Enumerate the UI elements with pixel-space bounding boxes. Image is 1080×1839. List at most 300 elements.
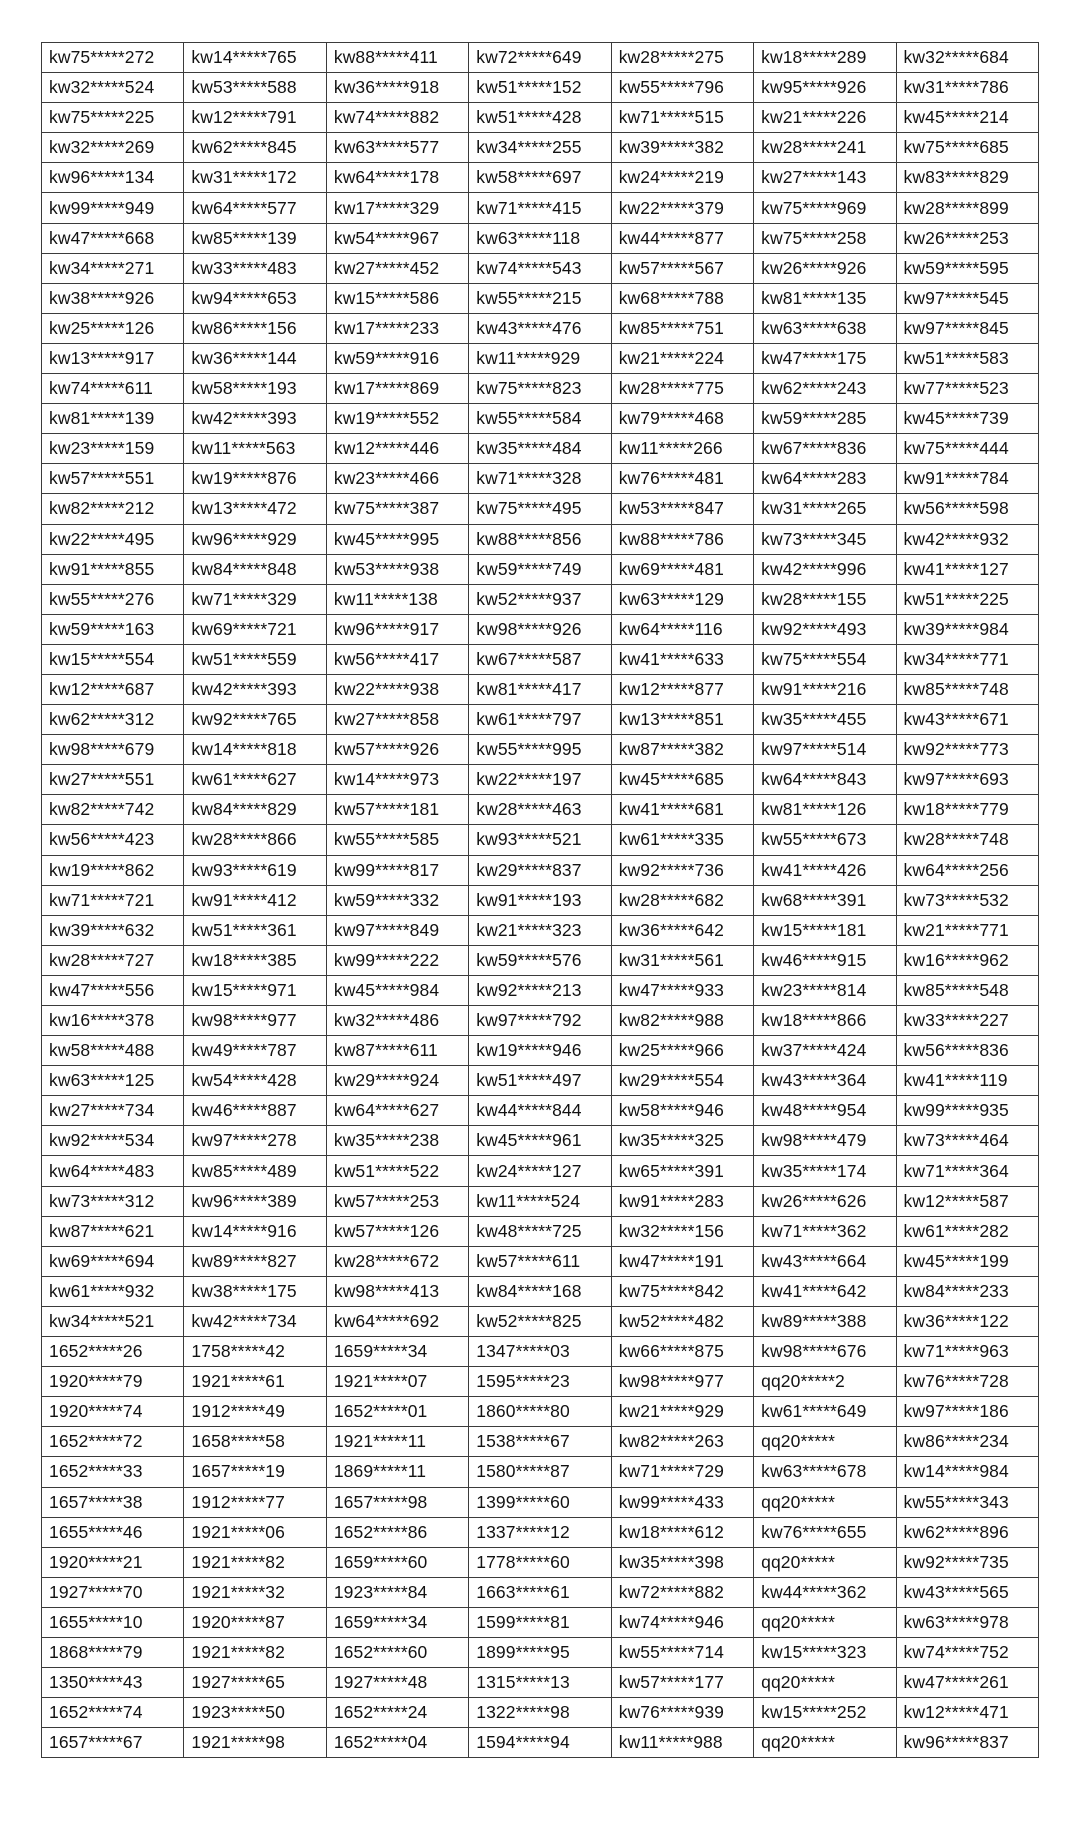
table-cell: 1652*****86 xyxy=(326,1517,468,1547)
table-cell: kw51*****225 xyxy=(896,584,1038,614)
table-cell: kw85*****139 xyxy=(184,223,326,253)
table-cell: kw69*****481 xyxy=(611,554,753,584)
table-cell: kw91*****412 xyxy=(184,885,326,915)
table-cell: kw47*****191 xyxy=(611,1246,753,1276)
table-cell: kw12*****446 xyxy=(326,434,468,464)
table-row xyxy=(42,855,1039,885)
table-cell: kw75*****969 xyxy=(754,193,896,223)
table-cell: kw97*****545 xyxy=(896,283,1038,313)
table-cell: 1655*****46 xyxy=(42,1517,184,1547)
table-cell: kw45*****214 xyxy=(896,103,1038,133)
table-cell: kw36*****918 xyxy=(326,73,468,103)
table-cell: kw35*****455 xyxy=(754,705,896,735)
table-cell: kw73*****345 xyxy=(754,524,896,554)
table-row xyxy=(42,1427,1039,1457)
table-row xyxy=(42,1036,1039,1066)
table-cell: kw13*****917 xyxy=(42,343,184,373)
table-cell: kw84*****829 xyxy=(184,795,326,825)
table-cell: kw54*****428 xyxy=(184,1066,326,1096)
table-cell: kw17*****233 xyxy=(326,313,468,343)
table-cell: qq20***** xyxy=(754,1607,896,1637)
table-cell: kw23*****814 xyxy=(754,975,896,1005)
table-cell: 1659*****34 xyxy=(326,1607,468,1637)
table-cell: kw57*****181 xyxy=(326,795,468,825)
table-cell: kw21*****929 xyxy=(611,1397,753,1427)
table-cell: kw27*****551 xyxy=(42,765,184,795)
table-cell: kw49*****787 xyxy=(184,1036,326,1066)
table-cell: kw41*****426 xyxy=(754,855,896,885)
table-cell: kw18*****289 xyxy=(754,43,896,73)
table-cell: 1860*****80 xyxy=(469,1397,611,1427)
table-cell: kw34*****771 xyxy=(896,644,1038,674)
table-cell: kw36*****144 xyxy=(184,343,326,373)
table-cell: kw88*****411 xyxy=(326,43,468,73)
table-cell: kw55*****714 xyxy=(611,1637,753,1667)
table-cell: kw24*****127 xyxy=(469,1156,611,1186)
table-cell: kw14*****973 xyxy=(326,765,468,795)
table-cell: kw91*****283 xyxy=(611,1186,753,1216)
table-cell: kw43*****364 xyxy=(754,1066,896,1096)
table-cell: kw89*****388 xyxy=(754,1306,896,1336)
table-cell: kw37*****424 xyxy=(754,1036,896,1066)
table-cell: kw54*****967 xyxy=(326,223,468,253)
table-cell: kw84*****168 xyxy=(469,1276,611,1306)
table-cell: kw96*****837 xyxy=(896,1728,1038,1758)
table-cell: kw72*****882 xyxy=(611,1577,753,1607)
table-cell: kw75*****842 xyxy=(611,1276,753,1306)
table-cell: kw12*****791 xyxy=(184,103,326,133)
table-cell: kw46*****887 xyxy=(184,1096,326,1126)
table-cell: kw57*****567 xyxy=(611,253,753,283)
table-row xyxy=(42,1397,1039,1427)
table-cell: kw96*****917 xyxy=(326,614,468,644)
table-row xyxy=(42,434,1039,464)
table-cell: kw45*****995 xyxy=(326,524,468,554)
table-cell: kw39*****632 xyxy=(42,915,184,945)
table-cell: kw47*****668 xyxy=(42,223,184,253)
table-row xyxy=(42,825,1039,855)
table-cell: kw71*****729 xyxy=(611,1457,753,1487)
table-cell: kw53*****847 xyxy=(611,494,753,524)
table-row xyxy=(42,404,1039,434)
table-cell: kw61*****932 xyxy=(42,1276,184,1306)
table-cell: kw14*****765 xyxy=(184,43,326,73)
table-cell: kw81*****126 xyxy=(754,795,896,825)
table-row xyxy=(42,915,1039,945)
table-cell: kw26*****253 xyxy=(896,223,1038,253)
table-cell: kw68*****391 xyxy=(754,885,896,915)
table-cell: kw27*****452 xyxy=(326,253,468,283)
table-row xyxy=(42,975,1039,1005)
table-cell: 1927*****65 xyxy=(184,1668,326,1698)
table-cell: kw63*****678 xyxy=(754,1457,896,1487)
table-cell: kw28*****275 xyxy=(611,43,753,73)
table-cell: kw13*****851 xyxy=(611,705,753,735)
table-cell: kw12*****687 xyxy=(42,674,184,704)
table-cell: kw22*****495 xyxy=(42,524,184,554)
table-cell: kw19*****876 xyxy=(184,464,326,494)
table-row xyxy=(42,1156,1039,1186)
table-cell: kw22*****938 xyxy=(326,674,468,704)
table-cell: 1921*****98 xyxy=(184,1728,326,1758)
table-row xyxy=(42,885,1039,915)
table-cell: kw84*****848 xyxy=(184,554,326,584)
table-cell: 1927*****70 xyxy=(42,1577,184,1607)
table-cell: kw21*****771 xyxy=(896,915,1038,945)
table-cell: kw92*****735 xyxy=(896,1547,1038,1577)
table-cell: kw56*****836 xyxy=(896,1036,1038,1066)
table-cell: kw15*****181 xyxy=(754,915,896,945)
table-cell: kw67*****587 xyxy=(469,644,611,674)
table-cell: kw61*****627 xyxy=(184,765,326,795)
table-cell: kw64*****178 xyxy=(326,163,468,193)
table-cell: kw98*****679 xyxy=(42,735,184,765)
table-cell: kw51*****522 xyxy=(326,1156,468,1186)
table-cell: kw52*****482 xyxy=(611,1306,753,1336)
table-cell: kw32*****156 xyxy=(611,1216,753,1246)
table-cell: kw63*****638 xyxy=(754,313,896,343)
table-cell: kw85*****489 xyxy=(184,1156,326,1186)
table-row xyxy=(42,524,1039,554)
table-cell: kw28*****155 xyxy=(754,584,896,614)
table-cell: kw97*****792 xyxy=(469,1006,611,1036)
table-row xyxy=(42,1246,1039,1276)
table-cell: kw42*****393 xyxy=(184,674,326,704)
table-cell: kw65*****391 xyxy=(611,1156,753,1186)
table-row xyxy=(42,1367,1039,1397)
table-cell: kw28*****682 xyxy=(611,885,753,915)
table-cell: kw45*****984 xyxy=(326,975,468,1005)
table-cell: 1920*****79 xyxy=(42,1367,184,1397)
table-cell: kw41*****642 xyxy=(754,1276,896,1306)
table-cell: kw16*****378 xyxy=(42,1006,184,1036)
table-cell: kw69*****721 xyxy=(184,614,326,644)
table-cell: kw74*****882 xyxy=(326,103,468,133)
table-cell: kw59*****576 xyxy=(469,945,611,975)
table-cell: kw96*****929 xyxy=(184,524,326,554)
table-cell: kw31*****561 xyxy=(611,945,753,975)
table-row xyxy=(42,283,1039,313)
table-cell: kw99*****222 xyxy=(326,945,468,975)
table-cell: kw64*****843 xyxy=(754,765,896,795)
table-cell: kw51*****361 xyxy=(184,915,326,945)
table-cell: kw93*****521 xyxy=(469,825,611,855)
table-cell: 1652*****33 xyxy=(42,1457,184,1487)
table-cell: kw46*****915 xyxy=(754,945,896,975)
table-cell: kw76*****655 xyxy=(754,1517,896,1547)
table-cell: kw96*****389 xyxy=(184,1186,326,1216)
table-cell: kw95*****926 xyxy=(754,73,896,103)
table-cell: kw31*****172 xyxy=(184,163,326,193)
table-cell: qq20***** xyxy=(754,1547,896,1577)
table-row xyxy=(42,1276,1039,1306)
table-cell: kw53*****588 xyxy=(184,73,326,103)
table-cell: kw15*****252 xyxy=(754,1698,896,1728)
table-cell: 1599*****81 xyxy=(469,1607,611,1637)
table-cell: kw74*****543 xyxy=(469,253,611,283)
table-cell: kw64*****577 xyxy=(184,193,326,223)
table-cell: kw14*****984 xyxy=(896,1457,1038,1487)
table-row xyxy=(42,1126,1039,1156)
table-cell: 1920*****74 xyxy=(42,1397,184,1427)
table-cell: kw44*****877 xyxy=(611,223,753,253)
table-cell: qq20***** xyxy=(754,1427,896,1457)
table-cell: kw36*****642 xyxy=(611,915,753,945)
table-cell: kw18*****866 xyxy=(754,1006,896,1036)
table-cell: kw57*****253 xyxy=(326,1186,468,1216)
table-cell: kw58*****946 xyxy=(611,1096,753,1126)
table-cell: kw39*****382 xyxy=(611,133,753,163)
table-cell: kw42*****393 xyxy=(184,404,326,434)
table-row xyxy=(42,1728,1039,1758)
table-cell: kw52*****825 xyxy=(469,1306,611,1336)
table-cell: kw55*****673 xyxy=(754,825,896,855)
table-cell: kw24*****219 xyxy=(611,163,753,193)
table-cell: 1921*****06 xyxy=(184,1517,326,1547)
table-cell: kw41*****681 xyxy=(611,795,753,825)
table-cell: kw51*****497 xyxy=(469,1066,611,1096)
table-cell: kw91*****784 xyxy=(896,464,1038,494)
table-cell: kw63*****129 xyxy=(611,584,753,614)
table-cell: 1652*****04 xyxy=(326,1728,468,1758)
table-cell: kw83*****829 xyxy=(896,163,1038,193)
table-cell: kw11*****138 xyxy=(326,584,468,614)
table-cell: 1594*****94 xyxy=(469,1728,611,1758)
table-cell: kw75*****258 xyxy=(754,223,896,253)
table-cell: kw28*****775 xyxy=(611,374,753,404)
table-cell: kw97*****845 xyxy=(896,313,1038,343)
table-row xyxy=(42,554,1039,584)
table-cell: kw55*****585 xyxy=(326,825,468,855)
table-cell: kw71*****364 xyxy=(896,1156,1038,1186)
table-cell: kw71*****721 xyxy=(42,885,184,915)
table-cell: kw43*****476 xyxy=(469,313,611,343)
table-cell: kw92*****773 xyxy=(896,735,1038,765)
table-row xyxy=(42,1186,1039,1216)
table-cell: kw18*****612 xyxy=(611,1517,753,1547)
table-cell: kw62*****312 xyxy=(42,705,184,735)
table-row xyxy=(42,1006,1039,1036)
table-row xyxy=(42,103,1039,133)
table-cell: kw61*****649 xyxy=(754,1397,896,1427)
table-cell: kw99*****949 xyxy=(42,193,184,223)
table-cell: kw28*****241 xyxy=(754,133,896,163)
table-cell: kw14*****916 xyxy=(184,1216,326,1246)
table-row xyxy=(42,223,1039,253)
table-cell: kw74*****946 xyxy=(611,1607,753,1637)
table-cell: kw98*****676 xyxy=(754,1337,896,1367)
table-cell: kw42*****734 xyxy=(184,1306,326,1336)
table-cell: 1652*****74 xyxy=(42,1698,184,1728)
table-cell: kw63*****118 xyxy=(469,223,611,253)
table-row xyxy=(42,1096,1039,1126)
table-cell: kw25*****126 xyxy=(42,313,184,343)
table-cell: kw93*****619 xyxy=(184,855,326,885)
table-cell: kw71*****328 xyxy=(469,464,611,494)
table-cell: 1659*****34 xyxy=(326,1337,468,1367)
table-cell: kw58*****697 xyxy=(469,163,611,193)
table-cell: kw41*****127 xyxy=(896,554,1038,584)
table-cell: kw82*****988 xyxy=(611,1006,753,1036)
table-row xyxy=(42,795,1039,825)
table-cell: 1347*****03 xyxy=(469,1337,611,1367)
table-row xyxy=(42,43,1039,73)
table-cell: kw32*****684 xyxy=(896,43,1038,73)
table-row xyxy=(42,253,1039,283)
table-cell: kw75*****387 xyxy=(326,494,468,524)
table-cell: kw73*****532 xyxy=(896,885,1038,915)
table-cell: 1652*****24 xyxy=(326,1698,468,1728)
table-cell: kw19*****862 xyxy=(42,855,184,885)
table-cell: 1399*****60 xyxy=(469,1487,611,1517)
table-cell: kw29*****924 xyxy=(326,1066,468,1096)
table-cell: kw91*****855 xyxy=(42,554,184,584)
table-cell: kw64*****256 xyxy=(896,855,1038,885)
table-cell: kw51*****559 xyxy=(184,644,326,674)
table-row xyxy=(42,1216,1039,1246)
table-cell: kw99*****817 xyxy=(326,855,468,885)
table-cell: kw62*****896 xyxy=(896,1517,1038,1547)
table-cell: kw16*****962 xyxy=(896,945,1038,975)
table-cell: kw43*****671 xyxy=(896,705,1038,735)
table-cell: kw63*****978 xyxy=(896,1607,1038,1637)
table-cell: kw87*****611 xyxy=(326,1036,468,1066)
table-cell: kw34*****521 xyxy=(42,1306,184,1336)
table-cell: kw11*****988 xyxy=(611,1728,753,1758)
table-cell: kw51*****152 xyxy=(469,73,611,103)
table-cell: kw75*****444 xyxy=(896,434,1038,464)
table-row xyxy=(42,1637,1039,1667)
table-cell: kw21*****323 xyxy=(469,915,611,945)
table-row xyxy=(42,1577,1039,1607)
table-cell: kw41*****633 xyxy=(611,644,753,674)
table-cell: 1652*****01 xyxy=(326,1397,468,1427)
table-cell: kw55*****276 xyxy=(42,584,184,614)
table-cell: kw76*****728 xyxy=(896,1367,1038,1397)
table-cell: kw18*****779 xyxy=(896,795,1038,825)
table-cell: kw74*****752 xyxy=(896,1637,1038,1667)
table-row xyxy=(42,1066,1039,1096)
table-cell: kw55*****584 xyxy=(469,404,611,434)
table-cell: kw34*****255 xyxy=(469,133,611,163)
table-cell: kw75*****823 xyxy=(469,374,611,404)
table-cell: kw75*****554 xyxy=(754,644,896,674)
table-cell: kw71*****963 xyxy=(896,1337,1038,1367)
table-row xyxy=(42,1698,1039,1728)
table-cell: kw47*****556 xyxy=(42,975,184,1005)
table-cell: kw59*****163 xyxy=(42,614,184,644)
table-cell: 1595*****23 xyxy=(469,1367,611,1397)
table-cell: 1920*****87 xyxy=(184,1607,326,1637)
table-cell: kw57*****126 xyxy=(326,1216,468,1246)
table-cell: kw69*****694 xyxy=(42,1246,184,1276)
table-cell: qq20***** xyxy=(754,1668,896,1698)
table-cell: 1657*****38 xyxy=(42,1487,184,1517)
table-cell: 1758*****42 xyxy=(184,1337,326,1367)
table-row xyxy=(42,644,1039,674)
table-cell: kw64*****116 xyxy=(611,614,753,644)
table-cell: kw82*****212 xyxy=(42,494,184,524)
table-cell: kw38*****175 xyxy=(184,1276,326,1306)
table-cell: 1921*****61 xyxy=(184,1367,326,1397)
table-cell: kw81*****135 xyxy=(754,283,896,313)
table-cell: kw43*****664 xyxy=(754,1246,896,1276)
table-cell: kw68*****788 xyxy=(611,283,753,313)
table-cell: kw99*****935 xyxy=(896,1096,1038,1126)
table-cell: kw75*****685 xyxy=(896,133,1038,163)
table-cell: kw92*****736 xyxy=(611,855,753,885)
table-cell: kw79*****468 xyxy=(611,404,753,434)
table-cell: kw26*****626 xyxy=(754,1186,896,1216)
table-cell: 1322*****98 xyxy=(469,1698,611,1728)
table-cell: kw13*****472 xyxy=(184,494,326,524)
table-row xyxy=(42,374,1039,404)
table-cell: kw56*****598 xyxy=(896,494,1038,524)
table-cell: kw86*****234 xyxy=(896,1427,1038,1457)
table-cell: 1869*****11 xyxy=(326,1457,468,1487)
table-cell: 1652*****72 xyxy=(42,1427,184,1457)
table-cell: kw56*****417 xyxy=(326,644,468,674)
table-cell: kw73*****312 xyxy=(42,1186,184,1216)
table-cell: kw61*****282 xyxy=(896,1216,1038,1246)
table-cell: kw35*****238 xyxy=(326,1126,468,1156)
table-cell: kw17*****869 xyxy=(326,374,468,404)
table-cell: kw92*****213 xyxy=(469,975,611,1005)
table-cell: kw82*****263 xyxy=(611,1427,753,1457)
table-cell: kw23*****466 xyxy=(326,464,468,494)
table-cell: kw32*****524 xyxy=(42,73,184,103)
table-cell: kw32*****269 xyxy=(42,133,184,163)
masked-id-table-container xyxy=(41,42,1039,1758)
table-cell: kw88*****786 xyxy=(611,524,753,554)
table-cell: kw29*****554 xyxy=(611,1066,753,1096)
table-cell: kw62*****845 xyxy=(184,133,326,163)
table-cell: kw94*****653 xyxy=(184,283,326,313)
table-cell: kw48*****954 xyxy=(754,1096,896,1126)
table-row xyxy=(42,1487,1039,1517)
table-cell: kw42*****932 xyxy=(896,524,1038,554)
table-cell: kw71*****415 xyxy=(469,193,611,223)
table-cell: kw72*****649 xyxy=(469,43,611,73)
table-cell: kw64*****483 xyxy=(42,1156,184,1186)
table-cell: kw27*****858 xyxy=(326,705,468,735)
table-cell: kw96*****134 xyxy=(42,163,184,193)
table-cell: kw81*****139 xyxy=(42,404,184,434)
table-cell: kw44*****844 xyxy=(469,1096,611,1126)
table-cell: kw28*****899 xyxy=(896,193,1038,223)
table-cell: kw28*****672 xyxy=(326,1246,468,1276)
table-cell: 1920*****21 xyxy=(42,1547,184,1577)
table-cell: kw44*****362 xyxy=(754,1577,896,1607)
table-cell: kw33*****483 xyxy=(184,253,326,283)
table-cell: kw64*****692 xyxy=(326,1306,468,1336)
table-cell: 1927*****48 xyxy=(326,1668,468,1698)
table-row xyxy=(42,193,1039,223)
table-cell: kw31*****786 xyxy=(896,73,1038,103)
table-cell: qq20***** xyxy=(754,1728,896,1758)
table-cell: kw29*****837 xyxy=(469,855,611,885)
table-row xyxy=(42,1306,1039,1336)
table-cell: kw12*****587 xyxy=(896,1186,1038,1216)
table-cell: kw57*****177 xyxy=(611,1668,753,1698)
table-cell: kw28*****463 xyxy=(469,795,611,825)
table-cell: kw58*****193 xyxy=(184,374,326,404)
table-cell: kw15*****323 xyxy=(754,1637,896,1667)
table-cell: 1652*****60 xyxy=(326,1637,468,1667)
table-cell: kw19*****946 xyxy=(469,1036,611,1066)
table-row xyxy=(42,614,1039,644)
table-cell: 1868*****79 xyxy=(42,1637,184,1667)
